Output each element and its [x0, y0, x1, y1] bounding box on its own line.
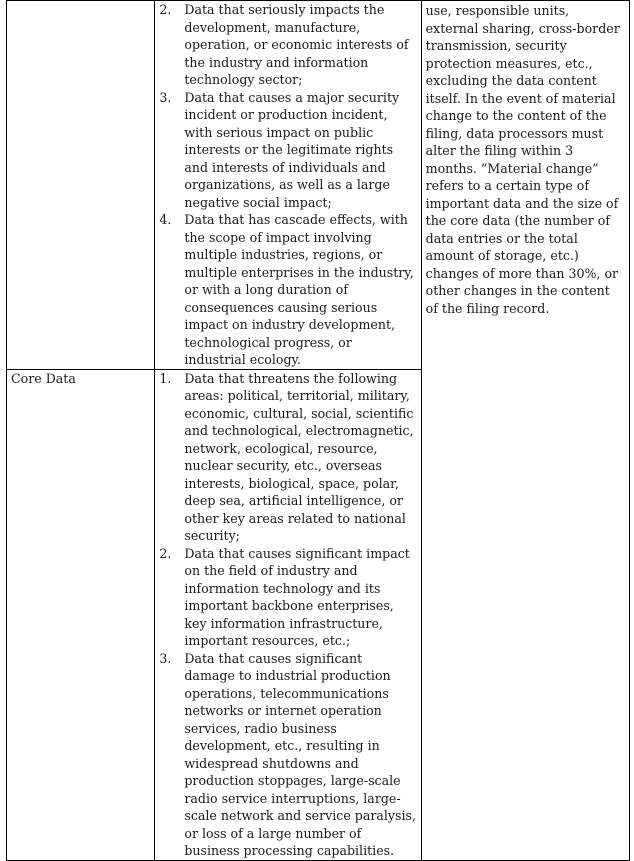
list-item [159, 370, 416, 545]
criteria-list-core [159, 370, 416, 860]
list-item-text: Data that causes significant impact on the field of industry and information technology and its important backbone enterprises, key information infrastructure, important resources, etc.; [184, 545, 410, 648]
category-cell-empty [7, 1, 155, 370]
list-item [159, 545, 416, 650]
list-item-number: 1. [159, 370, 172, 386]
filing-requirements-text: use, responsible units, external sharing, cross-border transmission, security protection measures, etc., excluding the data content itself. In the event of material change to the content of the filing, data processors must alter the filing within 3 months. “Material change” refers to a certain type of important data and the size of the core data (the number of data entries or the total amount of storage, etc.) changes of more than 30%, or other changes in the content of the filing record. [425, 3, 620, 316]
criteria-cell-important [155, 1, 421, 370]
criteria-cell-core [155, 369, 421, 860]
criteria-list-important [159, 1, 416, 369]
list-item [159, 1, 416, 89]
list-item-text: Data that seriously impacts the development, manufacture, operation, or economic interests of the industry and information technology sector; [184, 2, 409, 87]
list-item-text: Data that has cascade effects, with the scope of impact involving multiple industries, regions, or multiple enterprises in the industry, or with a long duration of consequences causing serious impact on industry development, technological progress, or industrial ecology. [184, 212, 414, 367]
table-row-important-data-continued [7, 1, 630, 370]
list-item-text: Data that threatens the following areas: political, territorial, military, economic, cultural, social, scientific and technological, electromagnetic, network, ecological, resource, nuclear security, etc., overseas interests, biological, space, polar, deep sea, artificial intelligence, or other key areas related to national security; [184, 370, 414, 543]
list-item-text: Data that causes significant damage to industrial production operations, telecommunications networks or internet operation services, radio business development, etc., resulting in widespread shutdowns and production stoppages, large-scale radio service interruptions, large-scale network and service paralysis, or loss of a large number of business processing capabilities. [184, 650, 416, 858]
data-classification-table [6, 0, 630, 861]
list-item-number: 2. [159, 2, 172, 17]
list-item-number: 3. [159, 650, 172, 666]
list-item [159, 650, 416, 860]
list-item-number: 2. [159, 545, 172, 561]
filing-requirements-cell [421, 1, 629, 861]
list-item [159, 89, 416, 212]
list-item-text: Data that causes a major security incident or production incident, with serious impact on public interests or the legitimate rights and interests of individuals and organizations, as well as a large negative social impact; [184, 89, 400, 210]
list-item-number: 3. [159, 89, 172, 105]
list-item [159, 211, 416, 369]
list-item-number: 4. [159, 212, 172, 227]
category-cell-core-data: Core Data [7, 369, 155, 860]
